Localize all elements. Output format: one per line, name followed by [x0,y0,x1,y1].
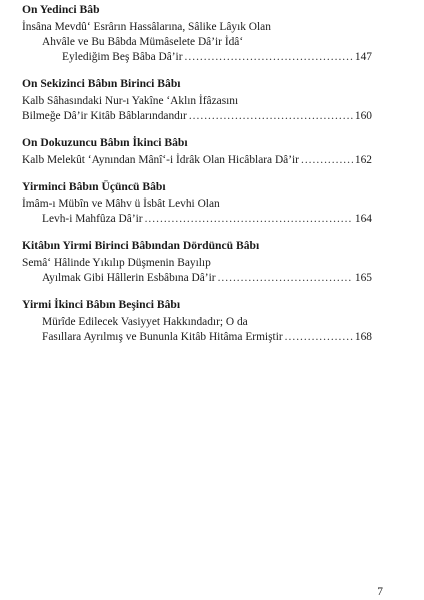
entry-text: Bilmeğe Dâ’ir Kitâb Bâblarındandır [22,110,187,122]
toc-section-18 [22,76,372,124]
dot-leader [218,271,353,286]
entry-line: İnsâna Mevdû‘ Esrârın Hassâlarına, Sâlike Lâyık Olan [22,21,271,33]
entry-text: Levh-i Mahfûza Dâ’ir [42,213,143,225]
toc-section-19 [22,135,372,168]
section-heading: On Yedinci Bâb [22,3,100,16]
section-heading: Yirminci Bâbın Üçüncü Bâbı [22,180,166,193]
entry-line: Ahvâle ve Bu Bâbda Mümâselete Dâ’ir İdâ‘ [42,36,244,48]
dot-leader [285,330,353,345]
entry-last-line [22,330,372,345]
section-heading: On Dokuzuncu Bâbın İkinci Bâbı [22,136,188,149]
toc-section-22 [22,297,372,345]
dot-leader [301,153,353,168]
section-heading: On Sekizinci Bâbın Birinci Bâbı [22,77,181,90]
page-number: 168 [354,331,372,343]
entry-line: İmâm-ı Mübîn ve Mâhv ü İsbât Levhi Olan [22,198,220,210]
page-number: 164 [354,213,372,225]
entry-text: Ayılmak Gibi Hâllerin Esbâbına Dâ’ir [42,272,216,284]
page-folio: 7 [377,586,383,598]
toc-section-17 [22,2,372,65]
toc-section-20 [22,179,372,227]
entry-last-line [22,153,372,168]
entry-line: Semâ‘ Hâlinde Yıkılıp Düşmenin Bayılıp [22,257,211,269]
section-heading: Yirmi İkinci Bâbın Beşinci Bâbı [22,298,181,311]
page-number: 162 [354,154,372,166]
entry-line: Kalb Sâhasındaki Nur-ı Yakîne ‘Aklın İfâzasını [22,95,239,107]
dot-leader [185,50,353,65]
entry-last-line [22,109,372,124]
page-number: 160 [354,110,372,122]
page-number: 165 [354,272,372,284]
entry-last-line [22,50,372,65]
entry-text: Eylediğim Beş Bâba Dâ’ir [62,51,183,63]
section-heading: Kitâbın Yirmi Birinci Bâbından Dördüncü Bâbı [22,239,260,252]
toc-section-21 [22,238,372,286]
table-of-contents [22,0,372,356]
page-number: 147 [354,51,372,63]
dot-leader [145,212,353,227]
entry-last-line [22,271,372,286]
entry-text: Fasıllara Ayrılmış ve Bununla Kitâb Hitâma Ermiştir [42,331,283,343]
entry-last-line [22,212,372,227]
entry-line: Mürîde Edilecek Vasiyyet Hakkındadır; O da [42,316,248,328]
dot-leader [189,109,353,124]
entry-text: Kalb Melekût ‘Aynından Mânî‘-i İdrâk Olan Hicâblara Dâ’ir [22,154,299,166]
